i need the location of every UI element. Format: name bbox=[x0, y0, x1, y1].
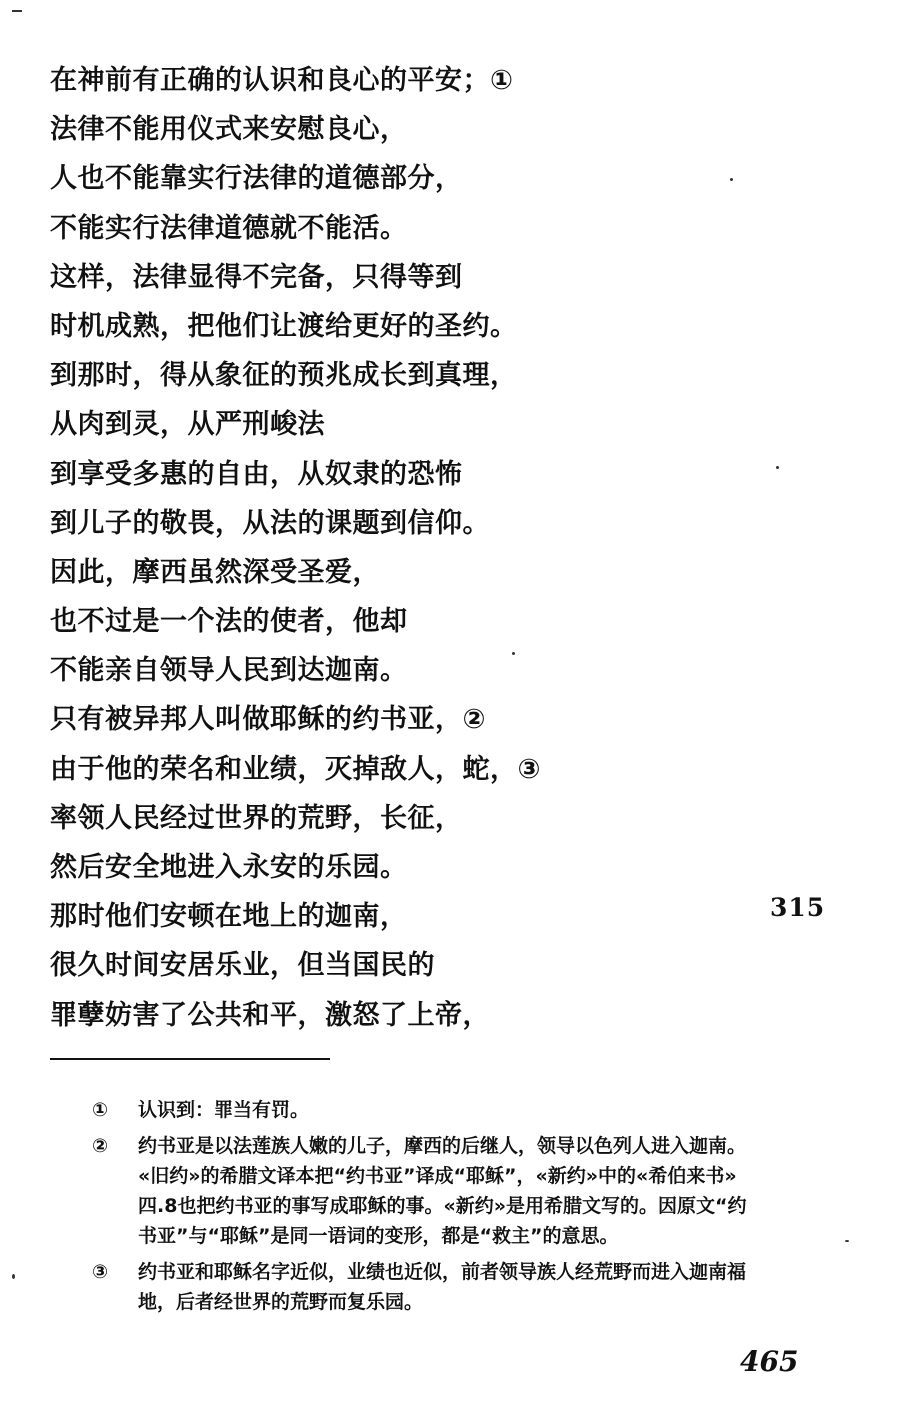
verse-line: 因此，摩西虽然深受圣爱， bbox=[50, 556, 380, 588]
scan-speck bbox=[512, 652, 515, 655]
footnote-text bbox=[138, 1095, 822, 1125]
verse-line: 不能实行法律道德就不能活。 bbox=[50, 212, 408, 244]
footnote-marker: ③ bbox=[92, 1261, 109, 1283]
scan-speck bbox=[845, 1240, 849, 1242]
footnote-2 bbox=[92, 1131, 822, 1251]
verse-line: 到那时，得从象征的预兆成长到真理， bbox=[50, 360, 518, 392]
verse-line: 时机成熟，把他们让渡给更好的圣约。 bbox=[50, 310, 518, 342]
verse-line: 也不过是一个法的使者，他却 bbox=[50, 606, 408, 638]
scan-speck bbox=[12, 1274, 15, 1279]
verse-line: 很久时间安居乐业，但当国民的 bbox=[50, 950, 435, 982]
footnote-line: 四.8也把约书亚的事写成耶稣的事。«新约»是用希腊文写的。因原文“约 bbox=[138, 1195, 747, 1217]
footnote-line: 认识到：罪当有罚。 bbox=[138, 1099, 310, 1121]
verse-line: 不能亲自领导人民到达迦南。 bbox=[50, 655, 408, 687]
verse-line: 然后安全地进入永安的乐园。 bbox=[50, 852, 408, 883]
footnote-line: 地，后者经世界的荒野而复乐园。 bbox=[138, 1291, 424, 1313]
verse-line-number: 315 bbox=[770, 893, 826, 922]
verse-line: 罪孽妨害了公共和平，激怒了上帝， bbox=[50, 999, 490, 1031]
verse-line: 率领人民经过世界的荒野，长征， bbox=[50, 802, 463, 834]
verse-line: 只有被异邦人叫做耶稣的约书亚，② bbox=[50, 704, 486, 736]
footnote-line: 约书亚和耶稣名字近似，业绩也近似，前者领导族人经荒野而进入迦南福 bbox=[138, 1261, 747, 1283]
footnote-3 bbox=[92, 1257, 822, 1317]
footnote-text bbox=[138, 1257, 822, 1317]
footnote-text bbox=[138, 1131, 822, 1251]
verse-line: 到儿子的敬畏，从法的课题到信仰。 bbox=[50, 507, 490, 539]
verse-line: 那时他们安顿在地上的迦南， bbox=[50, 901, 408, 933]
footnote-line: 约书亚是以法莲族人嫩的儿子，摩西的后继人，领导以色列人进入迦南。 bbox=[138, 1135, 747, 1157]
footnote-marker: ① bbox=[92, 1099, 109, 1121]
verse-line: 法律不能用仪式来安慰良心， bbox=[50, 114, 408, 146]
verse-line: 由于他的荣名和业绩，灭掉敌人，蛇，③ bbox=[50, 753, 541, 785]
scan-speck bbox=[730, 178, 733, 181]
footnote-divider bbox=[50, 1058, 330, 1060]
footnote-line: 书亚”与“耶稣”是同一语词的变形，都是“救主”的意思。 bbox=[138, 1225, 619, 1247]
footnotes bbox=[92, 1095, 822, 1323]
verse-line: 在神前有正确的认识和良心的平安；① bbox=[50, 65, 514, 96]
verse-line: 人也不能靠实行法律的道德部分， bbox=[50, 163, 463, 195]
scan-speck bbox=[776, 466, 779, 469]
scan-speck bbox=[12, 10, 22, 12]
footnote-marker: ② bbox=[92, 1135, 109, 1157]
verse-line: 从肉到灵，从严刑峻法 bbox=[50, 409, 325, 441]
page-number: 465 bbox=[740, 1345, 799, 1378]
footnote-1 bbox=[92, 1095, 822, 1125]
verse-line: 这样，法律显得不完备，只得等到 bbox=[50, 261, 463, 293]
poem-text bbox=[50, 56, 750, 1040]
verse-line: 到享受多惠的自由，从奴隶的恐怖 bbox=[50, 458, 463, 490]
footnote-line: «旧约»的希腊文译本把“约书亚”译成“耶稣”，«新约»中的«希伯来书» bbox=[138, 1165, 737, 1187]
